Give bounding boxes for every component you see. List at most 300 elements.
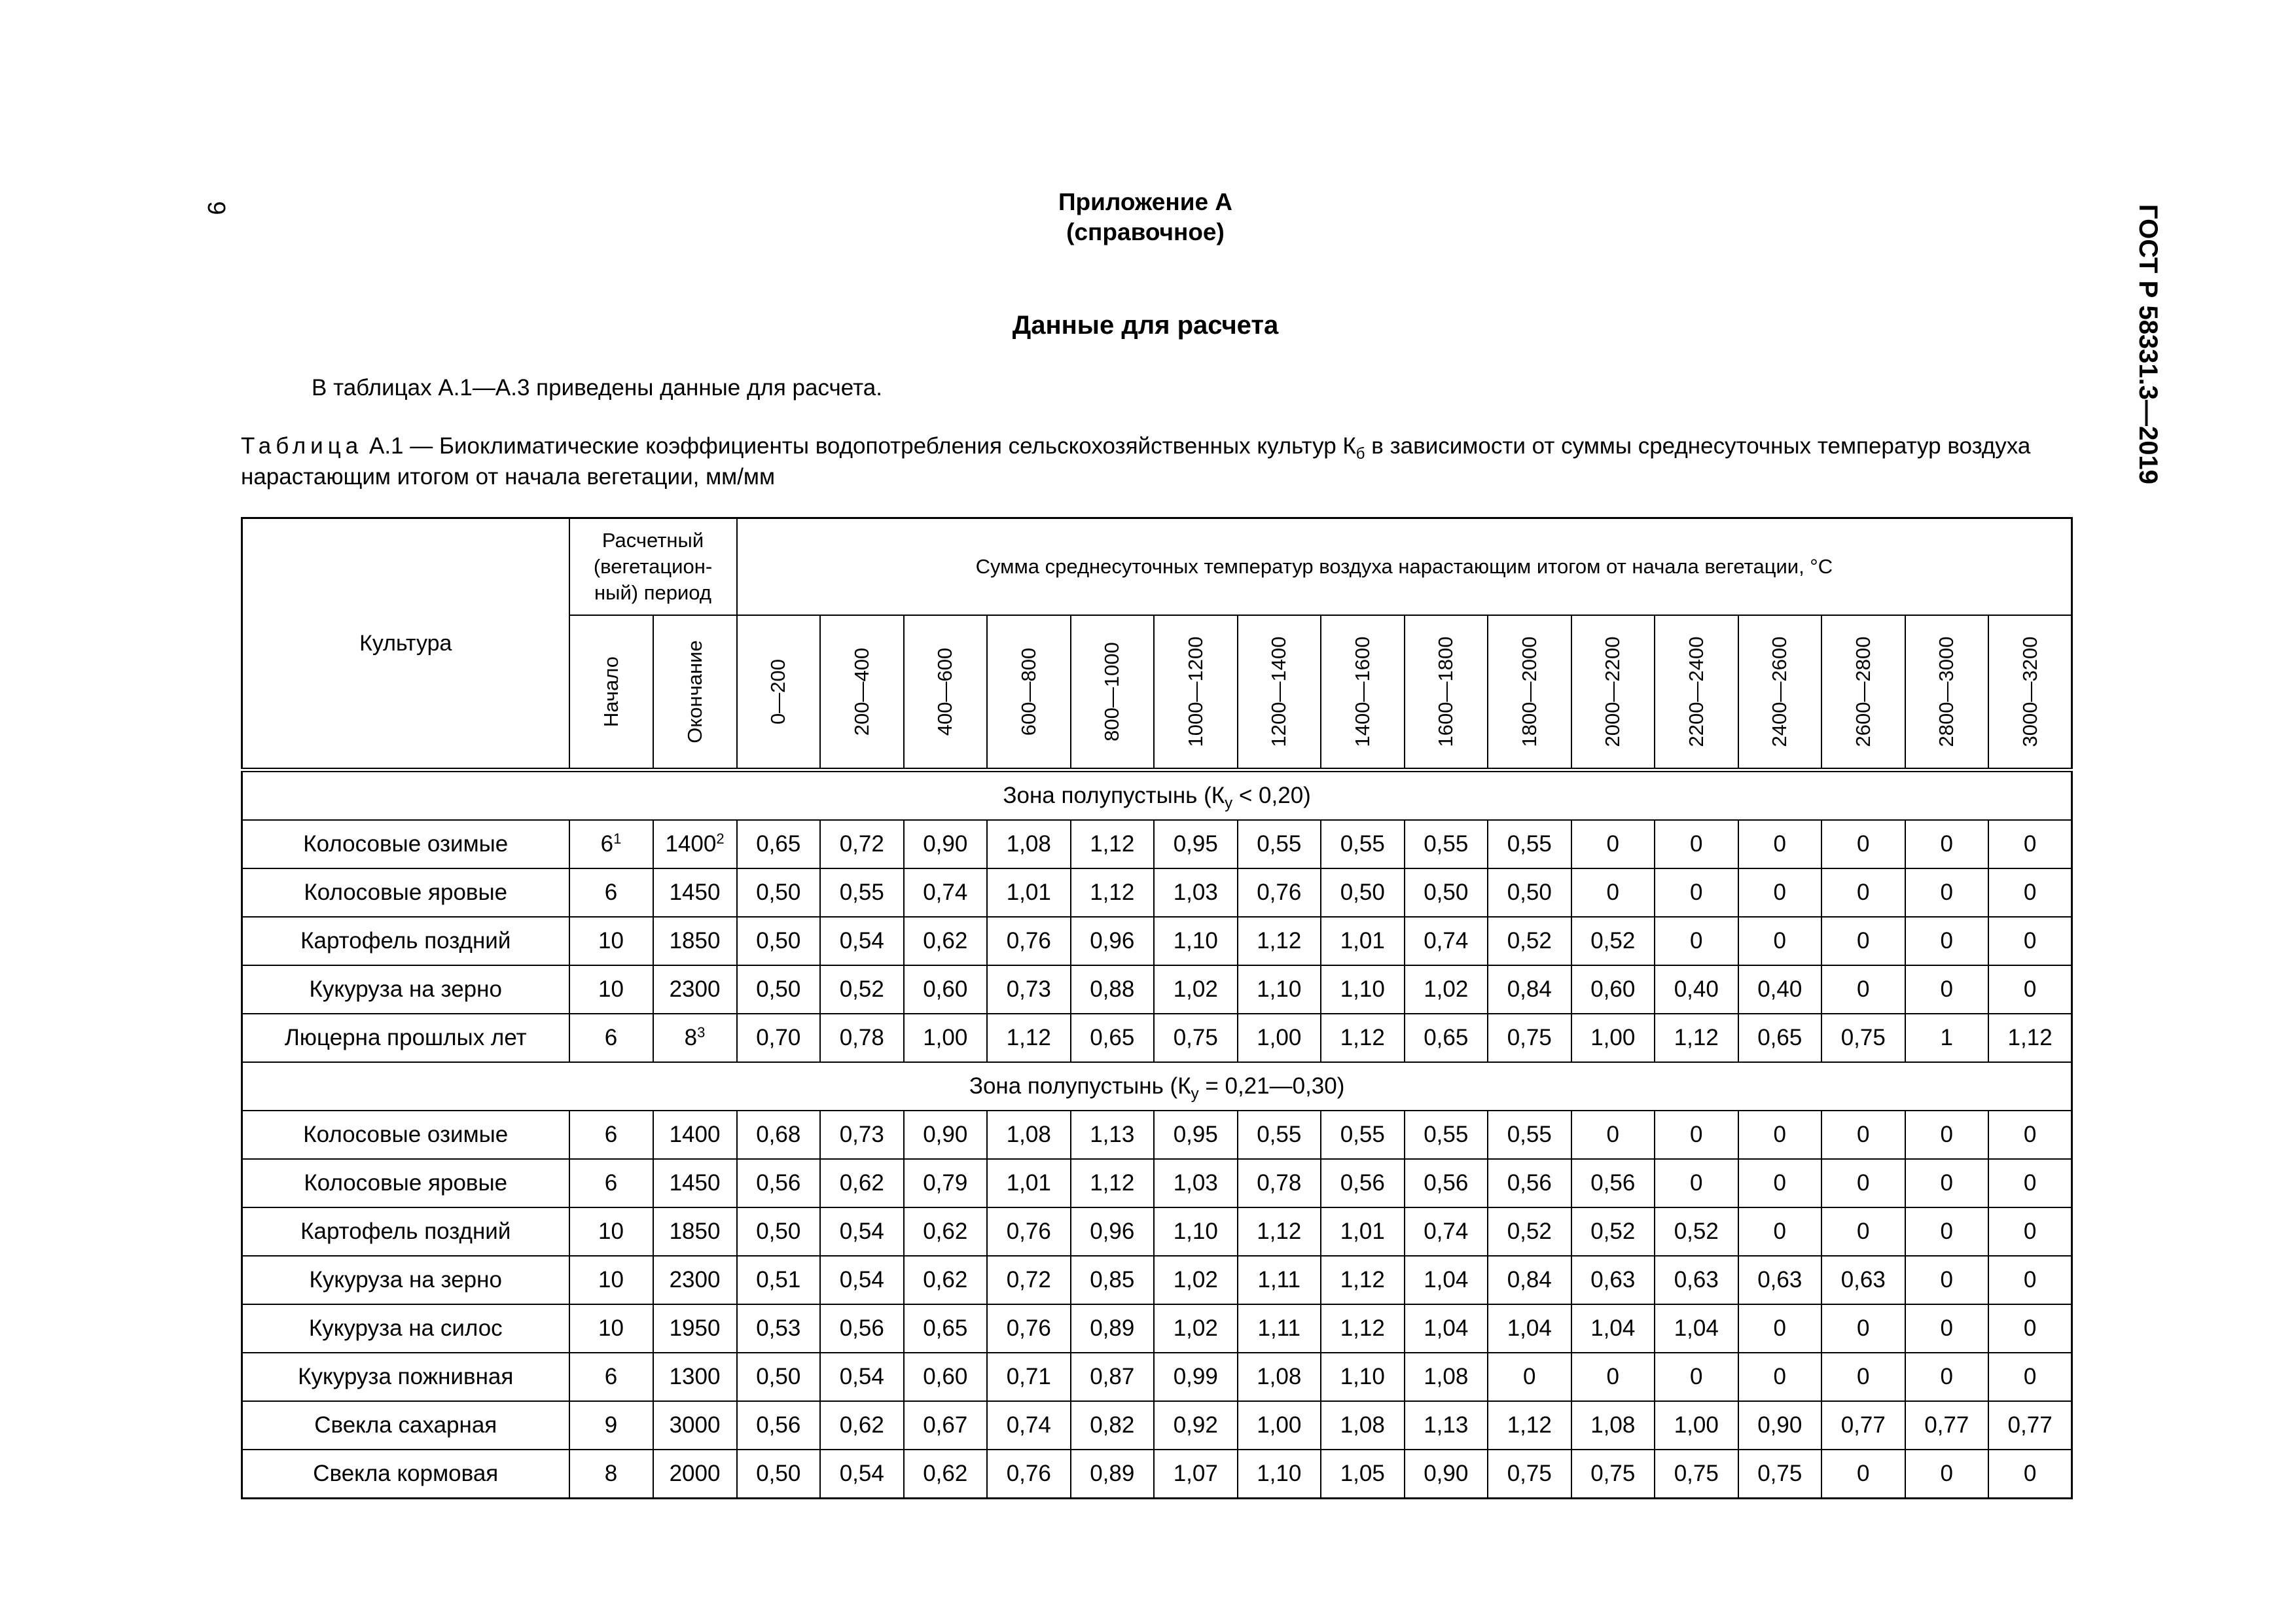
coefficient-cell: 0 [1821,1111,1905,1159]
period-start-value: 8 [604,1461,618,1486]
crop-name: Колосовые озимые [242,820,569,868]
coefficient-cell: 0 [1905,917,1989,965]
coefficient-cell: 0 [1988,820,2072,868]
coefficient-cell: 0,77 [1821,1401,1905,1450]
period-end-value: 8 [684,1025,698,1050]
coefficient-cell: 0 [1905,1207,1989,1256]
coefficient-cell: 0,87 [1071,1353,1155,1401]
period-start-value: 10 [598,1219,624,1244]
table-row [242,1014,2072,1062]
coefficient-cell: 0,52 [1488,917,1571,965]
coefficient-cell: 0,65 [737,820,821,868]
coefficient-cell: 0 [1738,1304,1822,1353]
coefficient-cell: 0,56 [1405,1159,1488,1207]
coefficient-cell: 0,50 [737,1207,821,1256]
header-range-text: 2200—2400 [1684,636,1708,747]
header-range [1655,615,1738,770]
coefficient-cell: 0,56 [1488,1159,1571,1207]
coefficient-cell: 0 [1988,1304,2072,1353]
caption-subscript: б [1355,445,1365,463]
coefficient-cell: 0 [1905,1111,1989,1159]
zone-label-b: < 0,20) [1232,783,1311,808]
period-end-value: 1950 [669,1315,721,1341]
coefficient-cell: 0,54 [820,1207,904,1256]
period-end-value: 1450 [669,1170,721,1196]
coefficient-cell: 0 [1655,1159,1738,1207]
coefficient-cell: 0,50 [1405,868,1488,917]
zone-label-sub: у [1225,794,1233,812]
header-range [1905,615,1989,770]
coefficient-cell: 0,62 [904,1207,988,1256]
coefficient-cell: 0,52 [1571,917,1655,965]
coefficient-cell: 0,67 [904,1401,988,1450]
crop-name: Картофель поздний [242,1207,569,1256]
coefficient-cell: 1,10 [1321,965,1405,1014]
table-caption [241,431,2087,492]
coefficient-cell: 0 [1905,1256,1989,1304]
coefficient-cell: 0,54 [820,917,904,965]
coefficient-cell: 1,02 [1154,1304,1238,1353]
coefficient-cell: 1,10 [1238,1450,1321,1499]
coefficient-cell: 1,11 [1238,1304,1321,1353]
coefficient-cell: 0,55 [1321,1111,1405,1159]
coefficient-cell: 0,62 [820,1159,904,1207]
coefficient-cell: 0 [1821,917,1905,965]
coefficient-cell: 0,63 [1655,1256,1738,1304]
coefficient-cell: 0,60 [904,1353,988,1401]
coefficient-cell: 0,60 [904,965,988,1014]
caption-label: Таблица [241,433,363,459]
coefficient-cell: 0,75 [1655,1450,1738,1499]
coefficient-cell: 0 [1738,820,1822,868]
crop-name: Колосовые озимые [242,1111,569,1159]
period-end [653,1304,737,1353]
coefficient-cell: 1,12 [1238,1207,1321,1256]
coefficient-cell: 0,75 [1154,1014,1238,1062]
period-start [569,965,653,1014]
header-range [1988,615,2072,770]
coefficient-cell: 0,76 [987,1304,1071,1353]
zone-label-sub: у [1191,1085,1199,1103]
coefficient-cell: 0,52 [1488,1207,1571,1256]
coefficient-cell: 0,95 [1154,1111,1238,1159]
crop-name: Свекла сахарная [242,1401,569,1450]
coefficient-cell: 0 [1821,1304,1905,1353]
header-range-text: 0—200 [766,659,790,724]
period-end [653,1353,737,1401]
header-range [1238,615,1321,770]
zone-label [242,1062,2072,1111]
coefficient-cell: 0,62 [904,1450,988,1499]
coefficient-cell: 1,10 [1321,1353,1405,1401]
coefficient-cell: 1,12 [1071,868,1155,917]
coefficient-cell: 0,74 [1405,1207,1488,1256]
coefficient-cell: 0,84 [1488,965,1571,1014]
header-range-text: 400—600 [933,647,957,736]
zone-label-b: = 0,21—0,30) [1198,1073,1345,1099]
coefficient-cell: 0,76 [987,917,1071,965]
header-range-text: 2800—3000 [1935,636,1958,747]
coefficient-cell: 1,01 [987,1159,1071,1207]
coefficients-table [241,517,2073,1499]
coefficient-cell: 0,56 [737,1159,821,1207]
coefficient-cell: 0 [1821,868,1905,917]
table-row [242,1111,2072,1159]
period-end-value: 1450 [669,880,721,905]
coefficient-cell: 0 [1905,1159,1989,1207]
header-range-text: 200—400 [850,647,873,736]
coefficient-cell: 0 [1655,868,1738,917]
coefficient-cell: 1,01 [1321,917,1405,965]
period-end-value: 2300 [669,1267,721,1293]
coefficient-cell: 0,72 [987,1256,1071,1304]
coefficient-cell: 1,12 [1488,1401,1571,1450]
header-range [904,615,988,770]
coefficient-cell: 0 [1821,1207,1905,1256]
table-row [242,1256,2072,1304]
coefficient-cell: 0,79 [904,1159,988,1207]
coefficient-cell: 0 [1988,1450,2072,1499]
period-start [569,1304,653,1353]
coefficient-cell: 1,12 [1071,820,1155,868]
header-range-text: 2000—2200 [1601,636,1624,747]
header-period-line-1: Расчетный [601,529,704,552]
header-range [1571,615,1655,770]
crop-name: Колосовые яровые [242,868,569,917]
coefficient-cell: 0,78 [1238,1159,1321,1207]
coefficient-cell: 0,62 [904,1256,988,1304]
period-start-value: 6 [604,880,618,905]
header-range [1154,615,1238,770]
coefficient-cell: 0,50 [737,917,821,965]
coefficient-cell: 0,65 [1738,1014,1822,1062]
coefficient-cell: 0,54 [820,1353,904,1401]
coefficient-cell: 0,85 [1071,1256,1155,1304]
coefficient-cell: 0,55 [820,868,904,917]
document-code-text: ГОСТ Р 58331.3—2019 [2134,204,2162,485]
header-range [820,615,904,770]
crop-name: Кукуруза на силос [242,1304,569,1353]
coefficient-cell: 0,82 [1071,1401,1155,1450]
table-row [242,820,2072,868]
coefficient-cell: 0 [1988,917,2072,965]
coefficient-cell: 0,56 [820,1304,904,1353]
coefficient-cell: 0,77 [1988,1401,2072,1450]
header-range-text: 1200—1400 [1267,636,1291,747]
coefficient-cell: 0 [1905,965,1989,1014]
coefficient-cell: 0,55 [1405,820,1488,868]
coefficient-cell: 0,54 [820,1256,904,1304]
caption-text-b: в зависимости от суммы среднесуточных температур воздуха нарастающим итогом от начала вегетации, мм/мм [241,433,2031,490]
crop-name: Колосовые яровые [242,1159,569,1207]
coefficient-cell: 0,65 [904,1304,988,1353]
coefficient-cell: 0 [1488,1353,1571,1401]
coefficient-cell: 1,03 [1154,1159,1238,1207]
table-row [242,1353,2072,1401]
coefficient-cell: 0,90 [904,1111,988,1159]
header-period [569,518,737,616]
header-temperature-sum: Сумма среднесуточных температур воздуха нарастающим итогом от начала вегетации, °С [737,518,2072,616]
period-start [569,917,653,965]
coefficient-cell: 1,10 [1238,965,1321,1014]
period-end [653,1014,737,1062]
header-range-text: 1400—1600 [1350,636,1374,747]
header-range-text: 1000—1200 [1183,636,1207,747]
coefficient-cell: 1,08 [1405,1353,1488,1401]
caption-number: А.1 [368,433,404,459]
coefficient-cell: 1,08 [987,820,1071,868]
coefficient-cell: 0,52 [1655,1207,1738,1256]
coefficient-cell: 0,89 [1071,1450,1155,1499]
period-end [653,1207,737,1256]
period-end [653,1159,737,1207]
period-end-value: 2300 [669,976,721,1002]
period-start-value: 6 [604,1025,618,1050]
period-start-value: 9 [604,1412,618,1438]
coefficient-cell: 0 [1905,1450,1989,1499]
crop-name: Кукуруза на зерно [242,965,569,1014]
period-end-value: 3000 [669,1412,721,1438]
period-start-value: 10 [598,928,624,954]
table-row [242,917,2072,965]
period-end [653,1256,737,1304]
footnote-mark: 1 [613,830,622,847]
coefficient-cell: 0,68 [737,1111,821,1159]
zone-label-a: Зона полупустынь (К [1003,783,1225,808]
coefficient-cell: 0 [1738,1159,1822,1207]
coefficient-cell: 0,52 [1571,1207,1655,1256]
table-row [242,1401,2072,1450]
coefficient-cell: 0 [1655,1353,1738,1401]
coefficient-cell: 1,12 [1655,1014,1738,1062]
period-end-value: 1300 [669,1364,721,1389]
zone-row [242,1062,2072,1111]
coefficient-cell: 0,74 [904,868,988,917]
coefficient-cell: 1,12 [1321,1256,1405,1304]
coefficient-cell: 0,56 [737,1401,821,1450]
coefficient-cell: 0,62 [904,917,988,965]
coefficient-cell: 1,12 [1238,917,1321,965]
coefficient-cell: 1,12 [987,1014,1071,1062]
coefficient-cell: 1,13 [1405,1401,1488,1450]
coefficient-cell: 0,92 [1154,1401,1238,1450]
coefficient-cell: 0,50 [737,1450,821,1499]
coefficient-cell: 0 [1821,1353,1905,1401]
period-start [569,1111,653,1159]
coefficient-cell: 0 [1655,1111,1738,1159]
coefficient-cell: 0,63 [1571,1256,1655,1304]
coefficient-cell: 0,74 [987,1401,1071,1450]
coefficient-cell: 1,04 [1405,1304,1488,1353]
coefficient-cell: 0,75 [1571,1450,1655,1499]
coefficient-cell: 0 [1988,1159,2072,1207]
header-range-text: 3000—3200 [2018,636,2041,747]
coefficient-cell: 0,56 [1321,1159,1405,1207]
table-row [242,1450,2072,1499]
coefficient-cell: 0 [1571,820,1655,868]
header-range [1071,615,1155,770]
period-end [653,820,737,868]
coefficient-cell: 0,88 [1071,965,1155,1014]
appendix-line-1: Приложение А [1058,188,1233,215]
coefficient-cell: 0 [1988,1207,2072,1256]
coefficient-cell: 0 [1905,868,1989,917]
crop-name: Свекла кормовая [242,1450,569,1499]
coefficient-cell: 0,50 [1488,868,1571,917]
coefficient-cell: 1,08 [987,1111,1071,1159]
coefficient-cell: 0,90 [904,820,988,868]
coefficient-cell: 0,63 [1738,1256,1822,1304]
zone-label [242,770,2072,821]
coefficient-cell: 0 [1988,868,2072,917]
coefficient-cell: 0 [1988,1111,2072,1159]
period-start-value: 10 [598,1267,624,1293]
period-end [653,1401,737,1450]
coefficient-cell: 0 [1988,965,2072,1014]
coefficient-cell: 0,74 [1405,917,1488,965]
header-start [569,615,653,770]
period-end [653,1111,737,1159]
coefficient-cell: 0,71 [987,1353,1071,1401]
coefficient-cell: 1,05 [1321,1450,1405,1499]
header-range [1321,615,1405,770]
coefficient-cell: 0,55 [1321,820,1405,868]
coefficient-cell: 1,12 [1321,1304,1405,1353]
coefficient-cell: 0,50 [737,965,821,1014]
coefficient-cell: 1,01 [1321,1207,1405,1256]
coefficient-cell: 0 [1738,917,1822,965]
coefficient-cell: 1,10 [1154,917,1238,965]
table-row [242,1304,2072,1353]
coefficient-cell: 0,75 [1488,1014,1571,1062]
coefficient-cell: 0,62 [820,1401,904,1450]
page-number: 9 [202,201,230,215]
coefficient-cell: 0,76 [1238,868,1321,917]
coefficient-cell: 0,90 [1405,1450,1488,1499]
coefficient-cell: 0,55 [1238,1111,1321,1159]
coefficient-cell: 0 [1738,1353,1822,1401]
coefficient-cell: 0,55 [1405,1111,1488,1159]
coefficient-cell: 1,08 [1238,1353,1321,1401]
coefficient-cell: 0 [1821,1159,1905,1207]
coefficient-cell: 1,04 [1405,1256,1488,1304]
coefficient-cell: 0 [1571,1111,1655,1159]
coefficient-cell: 0 [1738,1111,1822,1159]
document-code [2128,194,2168,495]
coefficient-cell: 0,99 [1154,1353,1238,1401]
coefficient-cell: 1,02 [1405,965,1488,1014]
coefficient-cell: 1,04 [1655,1304,1738,1353]
period-end [653,868,737,917]
header-range [1821,615,1905,770]
coefficient-cell: 1,08 [1321,1401,1405,1450]
coefficient-cell: 0,78 [820,1014,904,1062]
header-start-text: Начало [599,656,622,728]
table-row [242,1207,2072,1256]
coefficient-cell: 1,00 [1655,1401,1738,1450]
zone-row [242,770,2072,821]
period-start [569,1159,653,1207]
footnote-mark: 2 [716,830,725,847]
coefficient-cell: 0 [1655,820,1738,868]
coefficient-cell: 0,84 [1488,1256,1571,1304]
coefficient-cell: 0 [1738,868,1822,917]
coefficient-cell: 0,77 [1905,1401,1989,1450]
period-start [569,1014,653,1062]
zone-label-a: Зона полупустынь (К [969,1073,1191,1099]
coefficient-cell: 0,55 [1238,820,1321,868]
period-end-value: 1850 [669,928,721,954]
coefficient-cell: 0 [1821,965,1905,1014]
coefficient-cell: 0 [1905,1353,1989,1401]
coefficient-cell: 0 [1821,820,1905,868]
period-end-value: 1400 [669,1122,721,1147]
header-period-line-2: (вегетацион- [593,555,713,578]
coefficient-cell: 1,04 [1488,1304,1571,1353]
header-range [1488,615,1571,770]
coefficient-cell: 0,55 [1488,1111,1571,1159]
coefficient-cell: 0 [1571,868,1655,917]
coefficient-cell: 0,40 [1655,965,1738,1014]
period-start [569,1256,653,1304]
header-range [737,615,821,770]
coefficient-cell: 1,01 [987,868,1071,917]
caption-text-a: — Биоклиматические коэффициенты водопотребления сельскохозяйственных культур К [410,433,1356,459]
period-end [653,1450,737,1499]
coefficient-cell: 0,53 [737,1304,821,1353]
period-start [569,1353,653,1401]
coefficient-cell: 0,95 [1154,820,1238,868]
coefficient-cell: 0 [1988,1353,2072,1401]
coefficient-cell: 1,02 [1154,1256,1238,1304]
coefficient-cell: 1,00 [1238,1401,1321,1450]
coefficient-cell: 0,75 [1821,1014,1905,1062]
period-start-value: 10 [598,976,624,1002]
coefficient-cell: 0 [1905,820,1989,868]
period-start-value: 6 [604,1364,618,1389]
coefficient-cell: 1,00 [1238,1014,1321,1062]
period-start [569,868,653,917]
coefficient-cell: 0,75 [1738,1450,1822,1499]
table-row [242,1159,2072,1207]
period-start-value: 10 [598,1315,624,1341]
header-range-text: 1600—1800 [1434,636,1458,747]
coefficient-cell: 0,50 [1321,868,1405,917]
coefficient-cell: 0,89 [1071,1304,1155,1353]
coefficient-cell: 1,02 [1154,965,1238,1014]
header-range-text: 2600—2800 [1851,636,1874,747]
period-start-value: 6 [604,1122,618,1147]
coefficient-cell: 0,52 [820,965,904,1014]
coefficient-cell: 0,60 [1571,965,1655,1014]
coefficient-cell: 0,72 [820,820,904,868]
coefficient-cell: 0 [1655,917,1738,965]
footnote-mark: 3 [697,1024,706,1041]
coefficient-cell: 1,13 [1071,1111,1155,1159]
table-row [242,965,2072,1014]
coefficient-cell: 1,03 [1154,868,1238,917]
period-start-value: 6 [604,1170,618,1196]
period-end-value: 2000 [669,1461,721,1486]
coefficient-cell: 0,96 [1071,917,1155,965]
coefficient-cell: 0 [1571,1353,1655,1401]
coefficient-cell: 1,07 [1154,1450,1238,1499]
crop-name: Люцерна прошлых лет [242,1014,569,1062]
coefficient-cell: 0 [1988,1256,2072,1304]
crop-name: Кукуруза на зерно [242,1256,569,1304]
coefficient-cell: 0,50 [737,868,821,917]
coefficient-cell: 0,65 [1405,1014,1488,1062]
